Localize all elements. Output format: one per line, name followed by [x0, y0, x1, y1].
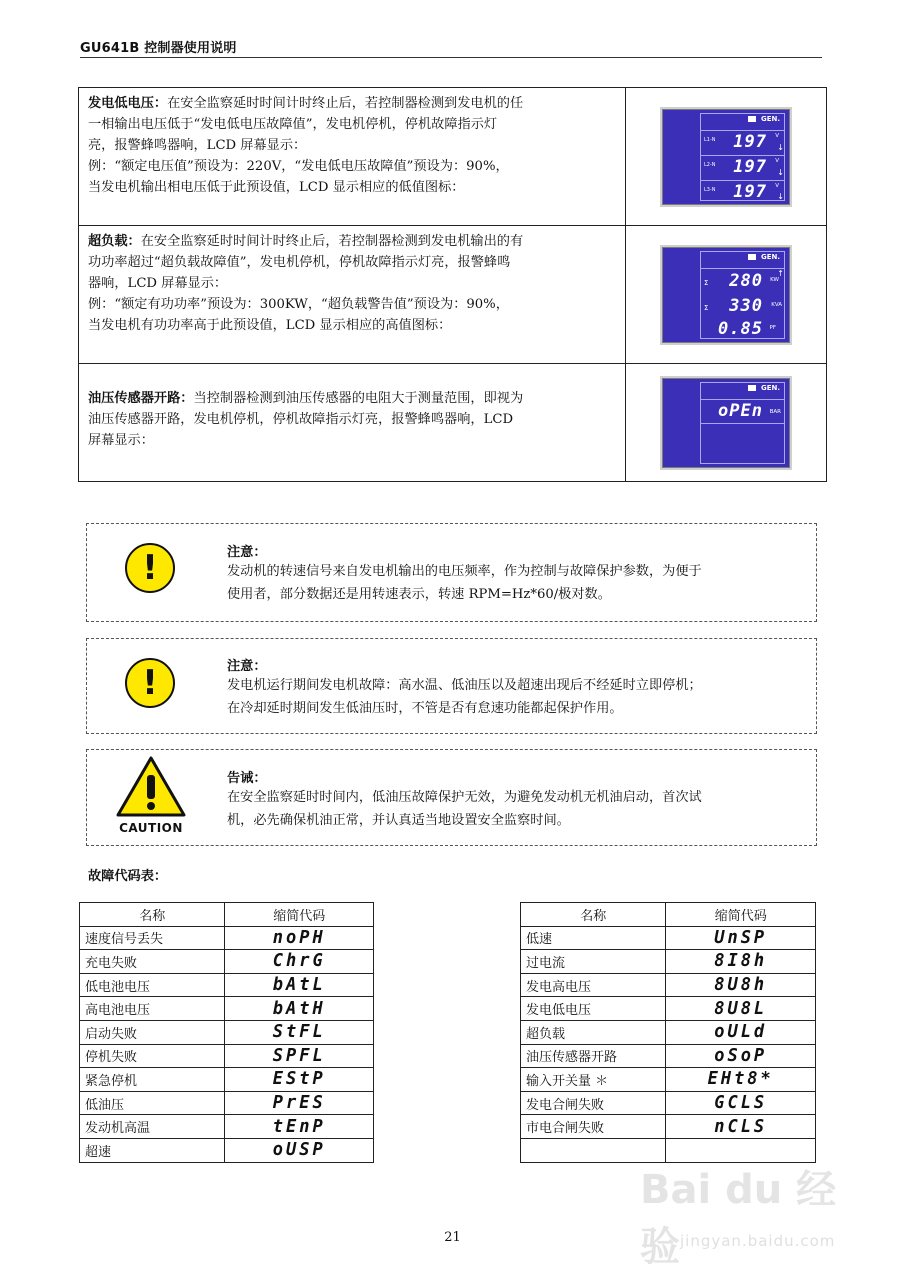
table-row: [521, 1091, 816, 1115]
warning-exclamation-icon: !: [125, 543, 175, 593]
generator-icon: [748, 116, 756, 122]
lcd-header: GEN.: [760, 114, 780, 123]
lcd-unit: V: [775, 157, 779, 164]
table-row: [521, 973, 816, 997]
fault-code: 8U8L: [714, 998, 768, 1020]
fault-name: 低速: [521, 926, 666, 950]
column-header-name: 名称: [80, 903, 225, 927]
lcd-label: Σ: [704, 278, 709, 287]
header-rule: [80, 57, 822, 58]
baidu-watermark: [640, 1140, 870, 1270]
lcd-value: 0.85: [718, 318, 763, 339]
fault-line: 例：“额定电压值”预设为：220V，“发电低电压故障值”预设为：90%，: [88, 159, 509, 174]
lcd-value: 197: [733, 131, 767, 152]
fault-text: [79, 364, 626, 481]
lcd-screen-low-voltage: [662, 109, 790, 205]
fault-name: 发动机高温: [80, 1115, 225, 1139]
fault-code: PrES: [272, 1092, 326, 1114]
fault-line: 功功率超过“超负载故障值”，发电机停机，停机故障指示灯亮，报警蜂鸣: [88, 255, 511, 270]
column-header-code: 缩简代码: [666, 903, 816, 927]
note-box-shutdown: [86, 638, 817, 734]
lcd-unit: V: [775, 132, 779, 139]
fault-code: ChrG: [272, 950, 326, 972]
table-row: [80, 950, 374, 974]
lcd-value: 197: [733, 181, 767, 202]
fault-line: 在安全监察延时时间计时终止后，若控制器检测到发电机输出的有: [140, 234, 524, 249]
fault-term: 发电低电压：: [88, 96, 168, 111]
warning-exclamation-icon: !: [125, 658, 175, 708]
fault-name: 低电池电压: [80, 973, 225, 997]
down-arrow-icon: ↓: [777, 167, 784, 177]
lcd-label: L3-N: [704, 186, 716, 193]
lcd-unit: V: [775, 182, 779, 189]
note-line: 在安全监察延时时间内，低油压故障保护无效，为避免发动机无机油启动，首次试: [227, 790, 702, 805]
generator-icon: [748, 385, 756, 391]
note-line: 机，必先确保机油正常，并认真适当地设置安全监察时间。: [227, 813, 570, 828]
caution-triangle-icon: [115, 755, 187, 835]
fault-name: 停机失败: [80, 1044, 225, 1068]
table-row: [521, 1068, 816, 1092]
fault-name: 油压传感器开路: [521, 1044, 666, 1068]
down-arrow-icon: ↓: [777, 191, 784, 201]
watermark-logo-text: Bai du 经验: [640, 1167, 837, 1270]
down-arrow-icon: ↓: [777, 142, 784, 152]
lcd-image-cell: [626, 226, 826, 363]
lcd-unit: KVA: [771, 301, 782, 308]
lcd-value: 330: [729, 295, 763, 316]
note-body: [227, 674, 806, 720]
fault-code: EStP: [272, 1068, 326, 1090]
fault-line: 油压传感器开路，发电机停机，停机故障指示灯亮，报警蜂鸣器响，LCD: [88, 412, 514, 427]
fault-code: tEnP: [272, 1116, 326, 1138]
page-number: 21: [444, 1230, 461, 1245]
fault-name: 超速: [80, 1138, 225, 1162]
table-row: [80, 1020, 374, 1044]
table-row: [80, 1091, 374, 1115]
fault-code: 8I8h: [714, 950, 768, 972]
fault-line: 屏幕显示：: [88, 433, 154, 448]
fault-code: noPH: [272, 927, 326, 949]
lcd-label: L1-N: [704, 136, 716, 143]
caution-box: [86, 749, 817, 846]
fault-row-gen-low-voltage: [79, 88, 826, 226]
fault-name: 充电失败: [80, 950, 225, 974]
table-row: [521, 1115, 816, 1139]
fault-code: oSoP: [714, 1045, 768, 1067]
fault-term: 油压传感器开路：: [88, 391, 194, 406]
fault-name: 速度信号丢失: [80, 926, 225, 950]
fault-code: oULd: [714, 1021, 768, 1043]
table-row: [80, 997, 374, 1021]
fault-code: EHt8*: [707, 1068, 774, 1090]
fault-codes-table-right: [520, 902, 816, 1163]
fault-line: 当发电机输出相电压低于此预设值，LCD 显示相应的低值图标：: [88, 180, 465, 195]
document-header-title: GU641B 控制器使用说明: [80, 41, 237, 56]
fault-name: 启动失败: [80, 1020, 225, 1044]
lcd-unit: PF: [769, 324, 776, 331]
table-row: [521, 1044, 816, 1068]
lcd-image-cell: [626, 88, 826, 225]
fault-line: 一相输出电压低于“发电低电压故障值”，发电机停机，停机故障指示灯: [88, 117, 498, 132]
fault-description-table: [78, 87, 827, 482]
note-line: 在冷却延时期间发生低油压时，不管是否有怠速功能都起保护作用。: [227, 701, 623, 716]
table-row: [521, 1020, 816, 1044]
note-body: [227, 786, 806, 832]
fault-line: 例：“额定有功功率”预设为：300KW，“超负载警告值”预设为：90%，: [88, 297, 509, 312]
table-row: [80, 926, 374, 950]
table-row: [80, 973, 374, 997]
lcd-header: GEN.: [760, 252, 780, 261]
fault-name: 高电池电压: [80, 997, 225, 1021]
fault-line: 当控制器检测到油压传感器的电阻大于测量范围，即视为: [193, 391, 524, 406]
table-row: [80, 1115, 374, 1139]
up-arrow-icon: ↑: [777, 268, 784, 278]
lcd-value: 197: [733, 156, 767, 177]
fault-name: 过电流: [521, 950, 666, 974]
fault-line: 亮，报警蜂鸣器响，LCD 屏幕显示：: [88, 138, 307, 153]
fault-name: 发电合闸失败: [521, 1091, 666, 1115]
table-row: [80, 1044, 374, 1068]
column-header-code: 缩简代码: [225, 903, 374, 927]
lcd-unit: BAR: [769, 408, 781, 415]
fault-line: 在安全监察延时时间计时终止后，若控制器检测到发电机的任: [167, 96, 524, 111]
table-header-row: [521, 903, 816, 927]
fault-name: 超负载: [521, 1020, 666, 1044]
note-line: 发动机的转速信号来自发电机输出的电压频率，作为控制与故障保护参数，为便于: [227, 564, 702, 579]
fault-line: 当发电机有功功率高于此预设值，LCD 显示相应的高值图标：: [88, 318, 452, 333]
lcd-value: 280: [729, 270, 763, 291]
table-row: [80, 1068, 374, 1092]
fault-text: [79, 226, 626, 363]
fault-code: oUSP: [272, 1139, 326, 1161]
lcd-image-cell: [626, 364, 826, 481]
fault-code: 8U8h: [714, 974, 768, 996]
fault-code: bAtL: [272, 974, 326, 996]
caution-label: CAUTION: [119, 821, 183, 835]
note-title: 注意：: [227, 659, 267, 674]
fault-codes-heading: 故障代码表：: [88, 869, 168, 884]
fault-code: StFL: [272, 1021, 326, 1043]
column-header-name: 名称: [521, 903, 666, 927]
fault-term: 超负载：: [88, 234, 141, 249]
generator-icon: [748, 254, 756, 260]
note-box-rpm: [86, 523, 817, 622]
table-row: [521, 950, 816, 974]
fault-name: 发电高电压: [521, 973, 666, 997]
fault-name: 紧急停机: [80, 1068, 225, 1092]
lcd-value: oPEn: [718, 400, 763, 421]
watermark-url: jingyan.baidu.com: [680, 1232, 836, 1250]
table-row: [521, 997, 816, 1021]
lcd-unit: KW: [770, 276, 779, 283]
table-row: [521, 926, 816, 950]
note-title: 告诫：: [227, 771, 267, 786]
fault-name: 发电低电压: [521, 997, 666, 1021]
lcd-label: L2-N: [704, 161, 716, 168]
table-header-row: [80, 903, 374, 927]
fault-row-overload: [79, 226, 826, 364]
lcd-header: GEN.: [760, 383, 780, 392]
fault-code: UnSP: [714, 927, 768, 949]
table-row: [80, 1138, 374, 1162]
fault-code: nCLS: [714, 1116, 768, 1138]
note-title: 注意：: [227, 545, 267, 560]
fault-codes-table-left: [79, 902, 374, 1163]
fault-code: bAtH: [272, 998, 326, 1020]
lcd-screen-overload: [662, 247, 790, 343]
fault-row-oil-sensor-open: [79, 364, 826, 481]
lcd-label: Σ: [704, 303, 709, 312]
fault-line: 器响，LCD 屏幕显示：: [88, 276, 228, 291]
note-body: [227, 560, 806, 606]
note-line: 使用者，部分数据还是用转速表示，转速 RPM=Hz*60/极对数。: [227, 587, 611, 602]
fault-code: GCLS: [714, 1092, 768, 1114]
fault-name: 市电合闸失败: [521, 1115, 666, 1139]
fault-code: SPFL: [272, 1045, 326, 1067]
fault-name: 输入开关量 ＊: [521, 1068, 666, 1092]
fault-text: [79, 88, 626, 225]
fault-name: 低油压: [80, 1091, 225, 1115]
note-line: 发电机运行期间发电机故障：高水温、低油压以及超速出现后不经延时立即停机；: [227, 678, 702, 693]
lcd-screen-oil-open: [662, 378, 790, 468]
